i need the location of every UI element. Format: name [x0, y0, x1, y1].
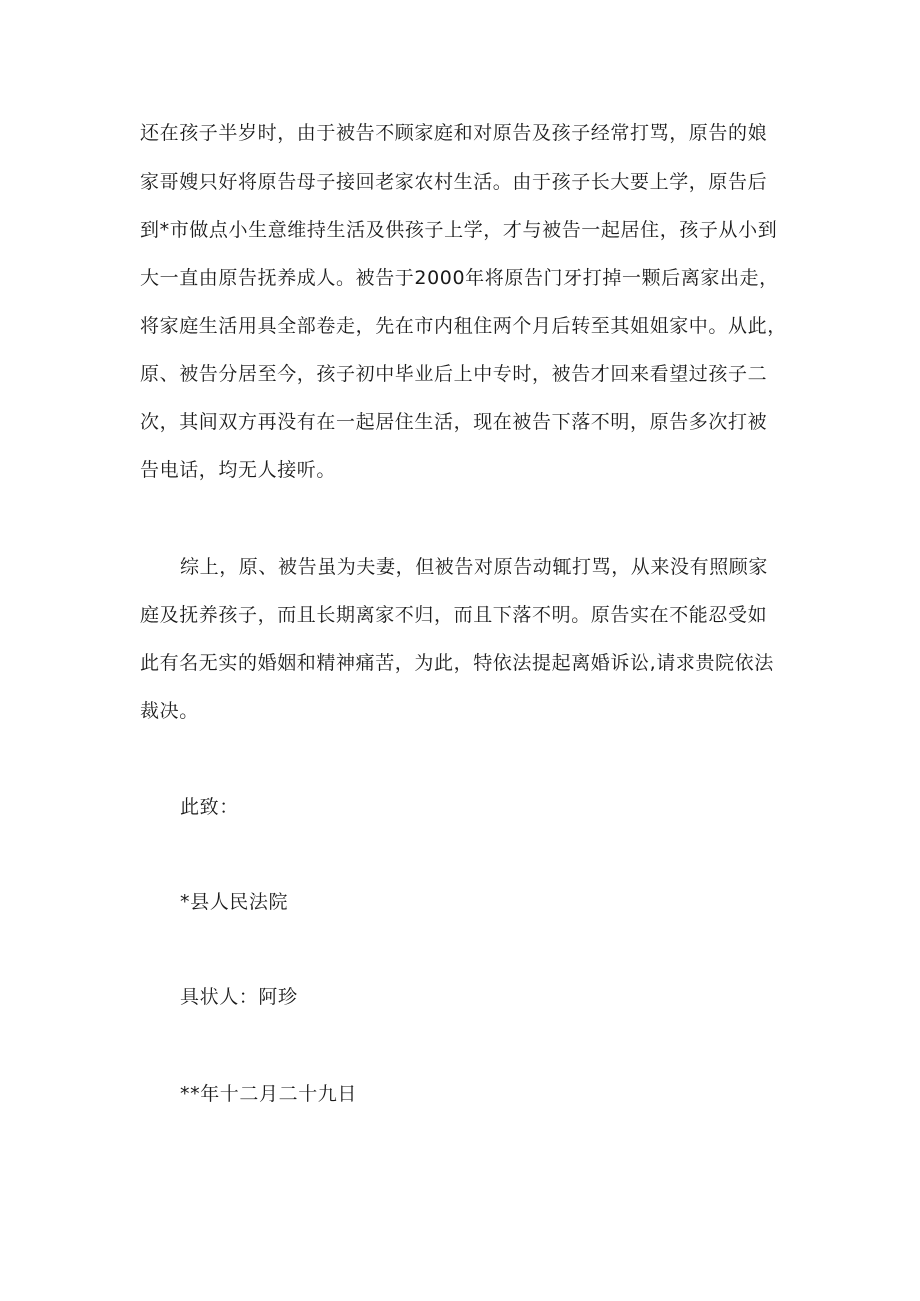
plaintiff-signature: 具状人：阿珍: [180, 986, 298, 1008]
paragraph-2-line-3: 此有名无实的婚姻和精神痛苦，为此，特依法提起离婚诉讼,请求贵院依法: [140, 652, 774, 674]
paragraph-1-line-5: 将家庭生活用具全部卷走，先在市内租住两个月后转至其姐姐家中。从此，: [140, 315, 787, 337]
paragraph-1-line-7: 次，其间双方再没有在一起居住生活，现在被告下落不明，原告多次打被: [140, 411, 768, 433]
paragraph-1-line-4: 大一直由原告抚养成人。被告于2000年将原告门牙打掉一颗后离家出走，: [140, 267, 779, 289]
paragraph-1-line-2: 家哥嫂只好将原告母子接回老家农村生活。由于孩子长大要上学，原告后: [140, 171, 768, 193]
paragraph-1-line-1: 还在孩子半岁时，由于被告不顾家庭和对原告及孩子经常打骂，原告的娘: [140, 122, 768, 144]
closing-salutation: 此致：: [180, 796, 239, 818]
paragraph-2-line-2: 庭及抚养孩子，而且长期离家不归，而且下落不明。原告实在不能忍受如: [140, 604, 768, 626]
paragraph-1-line-3: 到*市做点小生意维持生活及供孩子上学，才与被告一起居住，孩子从小到: [140, 219, 778, 241]
court-recipient: *县人民法院: [180, 891, 289, 913]
document-date: **年十二月二十九日: [180, 1083, 358, 1105]
paragraph-2-line-1: 综上，原、被告虽为夫妻，但被告对原告动辄打骂，从来没有照顾家: [180, 556, 769, 578]
paragraph-1-line-8: 告电话，均无人接听。: [140, 459, 337, 481]
paragraph-1-line-6: 原、被告分居至今，孩子初中毕业后上中专时，被告才回来看望过孩子二: [140, 363, 768, 385]
paragraph-2-line-4: 裁决。: [140, 700, 199, 722]
